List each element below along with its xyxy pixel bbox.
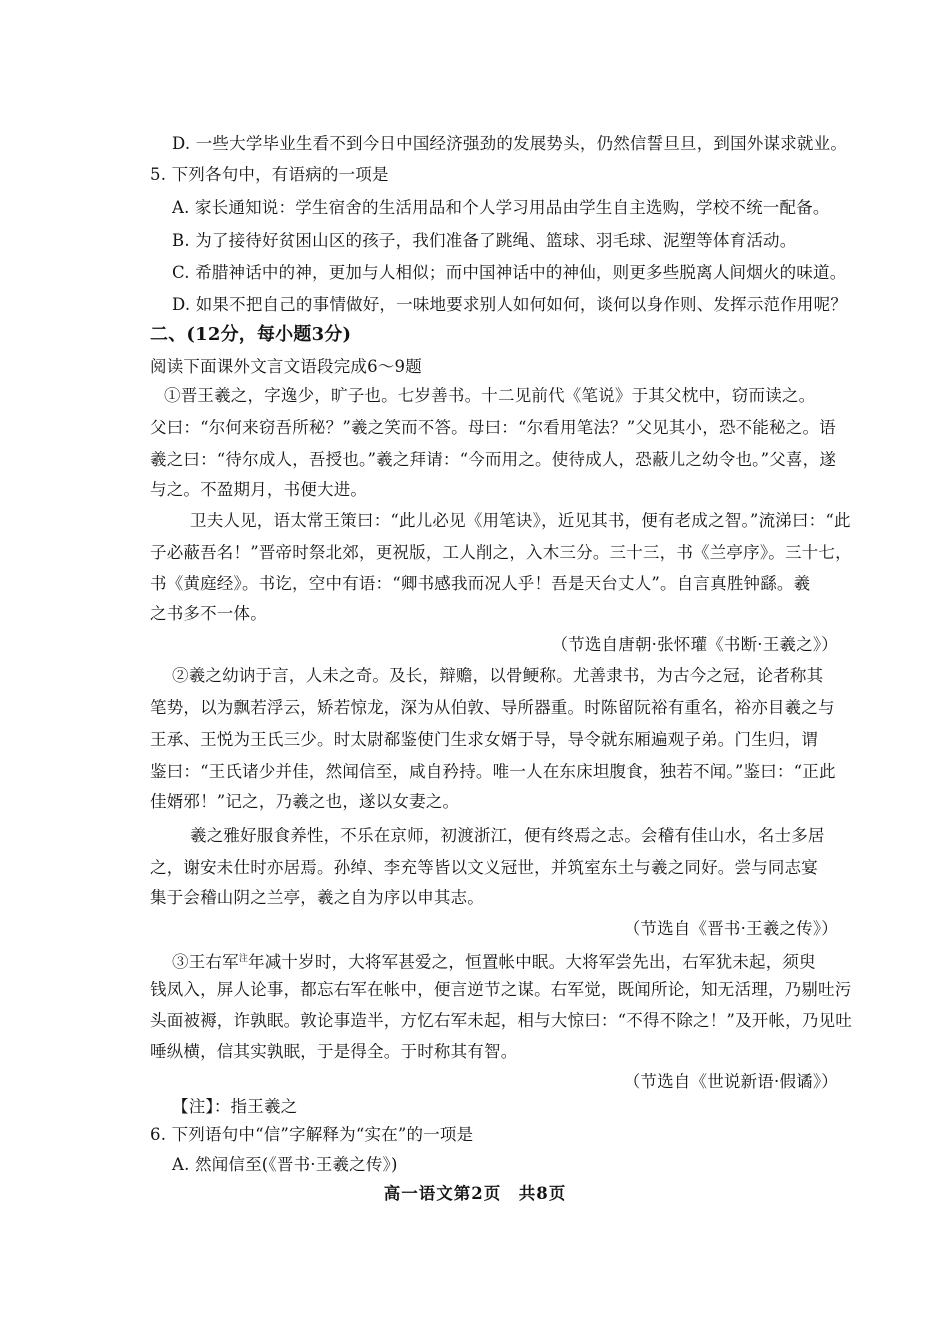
passage1-line: 书《黄庭经》。书讫，空中有语：“卿书感我而况人乎！吾是天台丈人”。自言真胜钟繇。羲 bbox=[150, 574, 811, 593]
passage3-source: （节选自《世说新语·假谲》） bbox=[623, 1072, 838, 1091]
passage1-source: （节选自唐朝·张怀瓘《书断·王羲之》） bbox=[551, 635, 838, 654]
note-marker: 注 bbox=[238, 954, 249, 964]
passage3-line bbox=[172, 948, 816, 974]
passage1-line: 之书多不一体。 bbox=[150, 604, 267, 623]
passage2-line: 佳婿邪！”记之，乃羲之也，遂以女妻之。 bbox=[150, 792, 460, 811]
q5-stem: 5. 下列各句中，有语病的一项是 bbox=[150, 165, 389, 184]
passage2-line: 羲之雅好服食养性，不乐在京师，初渡浙江，便有终焉之志。会稽有佳山水，名士多居 bbox=[190, 826, 825, 845]
q5-option-a: A. 家长通知说：学生宿舍的生活用品和个人学习用品由学生自主选购，学校不统一配备。 bbox=[172, 198, 830, 217]
q5-option-b: B. 为了接待好贫困山区的孩子，我们准备了跳绳、篮球、羽毛球、泥塑等体育活动。 bbox=[172, 231, 797, 250]
passage2-source: （节选自《晋书·王羲之传》） bbox=[623, 919, 838, 938]
passage2-line: 之，谢安未仕时亦居焉。孙绰、李充等皆以文义冠世，并筑室东土与羲之同好。尝与同志宴 bbox=[150, 858, 818, 877]
passage2-line: 笔势，以为飘若浮云，矫若惊龙，深为从伯敦、导所器重。时陈留阮裕有重名，裕亦目羲之与 bbox=[150, 698, 835, 717]
section-heading: 二、(12分，每小题3分) bbox=[150, 324, 352, 345]
passage2-line: 鉴曰：“王氏诸少并佳，然闻信至，咸自矜持。唯一人在东床坦腹食，独若不闻。”鉴曰：“正此 bbox=[150, 762, 836, 781]
passage3-line: 钱凤入，屏人论事，都忘右军在帐中，便言逆节之谋。右军觉，既闻所论，知无活理，乃剔吐污 bbox=[150, 980, 852, 999]
footnote: 【注】：指王羲之 bbox=[172, 1097, 298, 1116]
passage1-line: 卫夫人见，语太常王策曰：“此儿必见《用笔诀》，近见其书，便有老成之智。”流涕曰：“此 bbox=[190, 511, 851, 530]
passage1-line: 子必蔽吾名！”晋帝时祭北郊，更祝版，工人削之，入木三分。三十三，书《兰亭序》。三十七， bbox=[150, 543, 852, 562]
section-instruction: 阅读下面课外文言文语段完成6～9题 bbox=[150, 357, 422, 376]
q5-option-d: D. 如果不把自己的事情做好，一味地要求别人如何如何，谈何以身作则、发挥示范作用呢？ bbox=[172, 295, 848, 314]
q6-option-a: A. 然闻信至(《晋书·王羲之传》) bbox=[172, 1155, 398, 1174]
page-footer: 高一语文第2页 共8页 bbox=[383, 1184, 567, 1203]
q6-stem: 6. 下列语句中“信”字解释为“实在”的一项是 bbox=[150, 1125, 474, 1144]
passage2-line: 王承、王悦为王氏三少。时太尉郗鉴使门生求女婿于导，导令就东厢遍观子弟。门生归，谓 bbox=[150, 730, 818, 749]
passage1-line: ①晋王羲之，字逸少，旷子也。七岁善书。十二见前代《笔说》于其父枕中，窃而读之。 bbox=[164, 386, 816, 405]
passage1-line: 羲之曰：“待尔成人，吾授也。”羲之拜请：“今而用之。使待成人，恐蔽儿之幼令也。”父喜，遂 bbox=[150, 450, 837, 469]
passage2-line: 集于会稽山阴之兰亭，羲之自为序以申其志。 bbox=[150, 888, 484, 907]
q4-option-d: D. 一些大学毕业生看不到今日中国经济强劲的发展势头，仍然信誓旦旦，到国外谋求就业。 bbox=[172, 134, 848, 153]
passage3-line-rest: 年减十岁时，大将军甚爱之，恒置帐中眠。大将军尝先出，右军犹未起，须臾 bbox=[248, 952, 816, 972]
passage2-line: ②羲之幼讷于言，人未之奇。及长，辩赡，以骨鲠称。尤善隶书，为古今之冠，论者称其 bbox=[172, 666, 824, 685]
passage3-line: 头面被褥，诈孰眠。敦论事造半，方忆右军未起，相与大惊曰：“不得不除之！”及开帐，乃见吐 bbox=[150, 1011, 852, 1030]
passage1-line: 与之。不盈期月，书便大进。 bbox=[150, 480, 368, 499]
q5-option-c: C. 希腊神话中的神，更加与人相似；而中国神话中的神仙，则更多些脱离人间烟火的味道。 bbox=[172, 263, 847, 282]
passage1-line: 父曰：“尔何来窃吾所秘？”羲之笑而不答。母曰：“尔看用笔法？”父见其小，恐不能秘之。语 bbox=[150, 418, 836, 437]
passage3-opening: ③王右军 bbox=[172, 952, 239, 972]
passage3-line: 唾纵横，信其实孰眠，于是得全。于时称其有智。 bbox=[150, 1042, 518, 1061]
